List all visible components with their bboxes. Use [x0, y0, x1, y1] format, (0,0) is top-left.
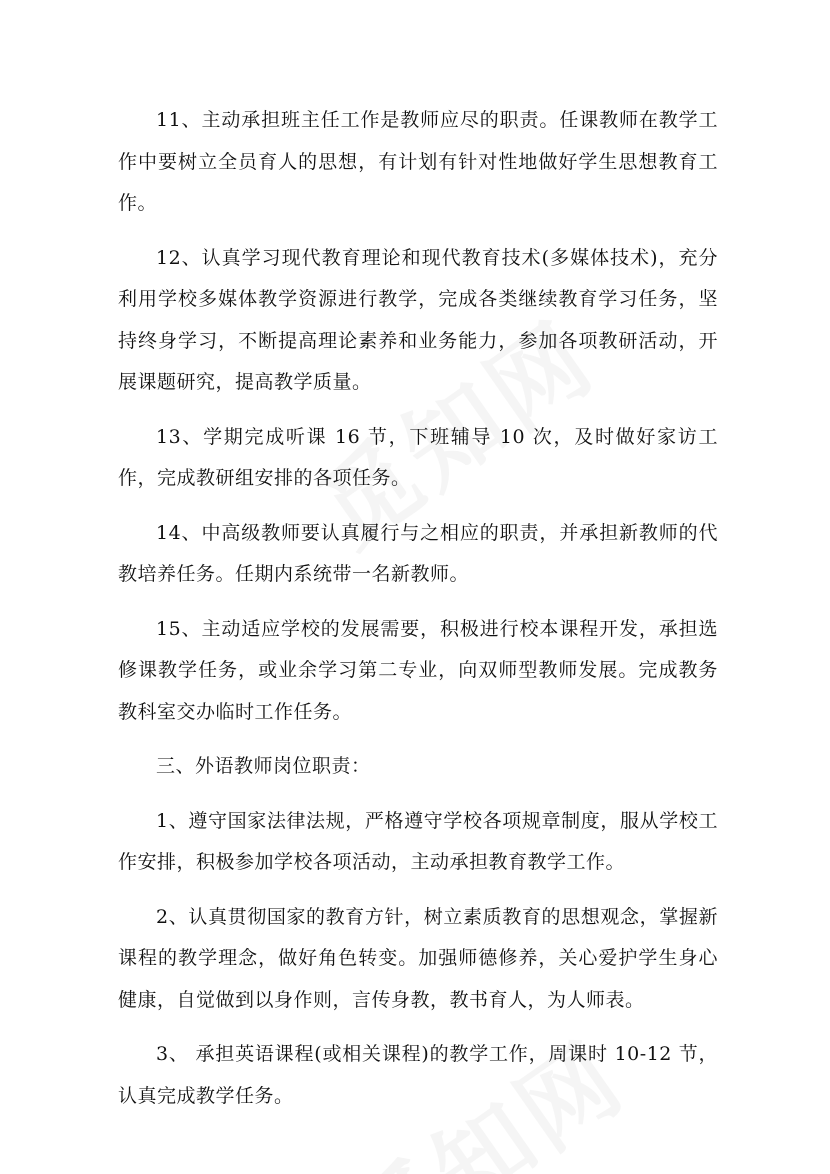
paragraph-item-11: 11、主动承担班主任工作是教师应尽的职责。任课教师在教学工作中要树立全员育人的思想，有计划有针对性地做好学生思想教育工作。: [118, 109, 718, 214]
paragraph-item-3: 3、 承担英语课程(或相关课程)的教学工作，周课时 10-12 节，认真完成教学任务。: [118, 1043, 718, 1107]
section-heading: 三、外语教师岗位职责：: [156, 755, 371, 777]
paragraph-item-13: 13、学期完成听课 16 节，下班辅导 10 次，及时做好家访工作，完成教研组安排的各项任务。: [118, 425, 718, 489]
paragraph-item-2: 2、认真贯彻国家的教育方针，树立素质教育的思想观念，掌握新课程的教学理念，做好角色转变。加强师德修养，关心爱护学生身心健康，自觉做到以身作则，言传身教，教书育人，为人师表。: [118, 905, 718, 1011]
paragraph-item-14: 14、中高级教师要认真履行与之相应的职责，并承担新教师的代教培养任务。任期内系统带一名新教师。: [118, 521, 718, 585]
document-body: [118, 100, 718, 1130]
paragraph-item-15: 15、主动适应学校的发展需要，积极进行校本课程开发，承担选修课教学任务，或业余学习第二专业，向双师型教师发展。完成教务教科室交办临时工作任务。: [118, 617, 718, 723]
paragraph-item-12: 12、认真学习现代教育理论和现代教育技术(多媒体技术)，充分利用学校多媒体教学资源进行教学，完成各类继续教育学习任务，坚持终身学习，不断提高理论素养和业务能力，参加各项教研活动，开展课题研究，提高教学质量。: [118, 246, 718, 393]
paragraph-item-1: 1、遵守国家法律法规，严格遵守学校各项规章制度，服从学校工作安排，积极参加学校各项活动，主动承担教育教学工作。: [118, 809, 718, 873]
